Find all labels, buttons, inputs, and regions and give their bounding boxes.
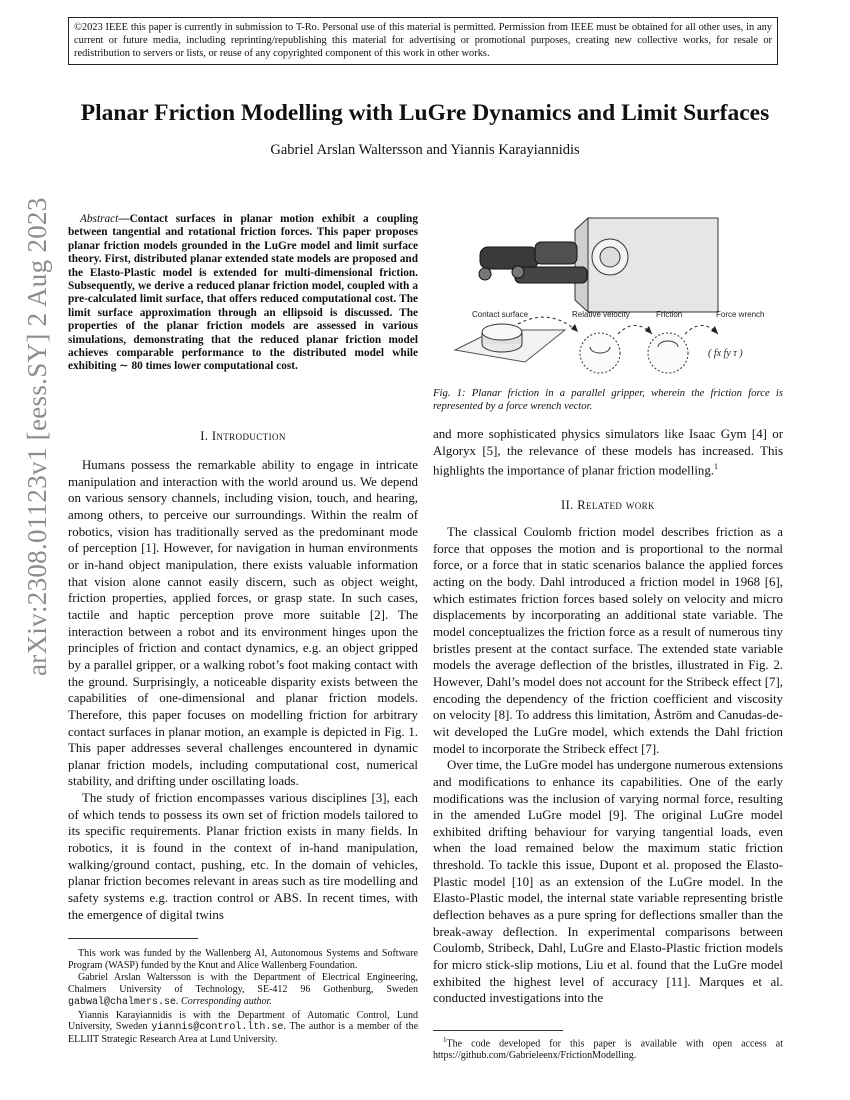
related-paragraph-2: Over time, the LuGre model has undergone numerous extensions and modifications to enhance its capabilities. One of the early modifications was the inclusion of varying normal force, resulting in the amended LuGre model [9]. The original LuGre model exhibited drifting behaviour for varying tangential loads, even when the load remained below the maximum static friction threshold. To tackle this issue, Dupont et al. proposed the Elasto-Plastic model [10] as an extension of the LuGre model. In the Elasto-Plastic model, the internal state variable representing bristle deflection behaves as a pure spring for deflections smaller than the break-away deflection. In experimental comparisons between Coulomb, Stribeck, Dahl, LuGre and Elasto-Plastic friction models for micro stick-slip motions, Liu et al. found that the LuGre model exhibited the highest level of accuracy [11]. Marques et al. conducted investigations into the — [433, 758, 783, 1006]
copyright-notice: ©2023 IEEE this paper is currently in submission to T-Ro. Personal use of this material is permitted. Permission from IEEE must be obtained for all other uses, in any current or future media, including reprinting/republishing this material for advertising or promotional purposes, creating new collective works, for resale or redistribution to servers or lists, or reuse of any copyrighted component of this work in other works. — [68, 17, 778, 65]
intro-paragraph-2-continued: and more sophisticated physics simulators like Isaac Gym [4] or Algoryx [5], the relevance of these models has increased. This highlights the importance of planar friction modelling. — [433, 427, 783, 478]
footnotes-left — [68, 948, 418, 1047]
arxiv-identifier-stamp: arXiv:2308.01123v1 [eess.SY] 2 Aug 2023 — [22, 197, 52, 676]
abstract — [68, 213, 418, 374]
section-heading-introduction: I. Introduction — [200, 429, 286, 443]
friction-sphere — [648, 333, 688, 373]
paper-title: Planar Friction Modelling with LuGre Dynamics and Limit Surfaces — [80, 100, 770, 126]
intro-paragraph-2: The study of friction encompasses various disciplines [3], each of which tends to possess its own set of friction models tailored to its specific requirements. Planar friction exists in many fields. In robotics, it is found in the context of in-hand manipulation, walking/ground contact, pushing, etc. In the domain of vehicles, planar friction becomes relevant in areas such as tire modelling and safety systems e.g. traction control or ABS. In recent times, with the emergence of digital twins — [68, 791, 418, 922]
footnote-rule — [68, 938, 198, 939]
figure-1 — [440, 212, 785, 384]
related-work-section — [433, 497, 783, 1007]
footnote-code-availability: The code developed for this paper is available with open access at https://github.com/Gabrieleenx/FrictionModelling. — [433, 1038, 783, 1062]
label-friction: Friction — [656, 310, 683, 319]
footnote-rule-right — [433, 1030, 563, 1031]
introduction-continued — [433, 426, 783, 479]
footnote-right: $^1$The code developed for this paper is available with open access at https://github.com/Gabrieleenx/FrictionModelling. — [433, 1036, 783, 1062]
introduction-section — [68, 428, 418, 923]
email-author-2: yiannis@control.lth.se — [151, 1022, 284, 1034]
label-contact-surface: Contact surface — [472, 310, 529, 319]
gripper-finger-lower — [515, 267, 587, 283]
footnote-marker: 1 — [714, 462, 719, 472]
abstract-label: Abstract — [80, 213, 119, 225]
abstract-text: —Contact surfaces in planar motion exhibit a coupling between tangential and rotational friction forces. This paper proposes planar friction models grounded in the LuGre model and limit surface theory. First, distributed planar extended state models are proposed and the Elasto-Plastic model is extended for multi-dimensional friction. Subsequently, we derive a reduced planar friction model, coupled with a pre-calculated limit surface, that offers reduced computational cost. The limit surface approximation through an ellipsoid is discussed. The properties of the planar friction models are assessed in various simulations, demonstrating that the reduced planar friction model achieves comparable performance to the distributed model while exhibiting ∼ 80 times lower computational cost. — [68, 213, 418, 373]
label-force-wrench: Force wrench — [716, 310, 765, 319]
robot-arm-upper — [480, 247, 538, 269]
footnote-author-2: Yiannis Karayiannidis is with the Department of Automatic Control, Lund University, Sweden yiannis@control.lth.se. The author is a member of the ELLIIT Strategic Research Area at Lund University. — [68, 1009, 419, 1045]
footnote-author-1: Gabriel Arslan Waltersson is with the Department of Electrical Engineering, Chalmers University of Technology, SE-412 96 Gothenburg, Sweden gabwal@chalmers.se. Corresponding author. — [68, 972, 418, 1008]
footnote-funding: This work was funded by the Wallenberg AI, Autonomous Systems and Software Program (WASP) funded by the Knut and Alice Wallenberg Foundation. — [68, 948, 418, 971]
related-paragraph-1: The classical Coulomb friction model describes friction as a force that opposes the motion and is proportional to the normal force, or a force that in static scenarios balance the applied forces acting on the body. Dahl introduced a friction model in 1968 [6], which estimates friction forces based solely on velocity and micro displacements by incorporating an additional state variable. The model conceptualizes the friction force as a result of numerous tiny bristles present at the contact surface. The extended state variable models the average deflection of the bristles, illustrated in Fig. 2. However, Dahl’s model does not account for the Stribeck effect [7], encoding the dependency of the friction coefficient and viscosity on velocity [8]. To address this limitation, Åström and Canudas-de-wit developed the LuGre model, which extends the Dahl friction model to incorporate the Stribeck effect [7]. — [433, 525, 783, 756]
label-wrench-vector: ( fx fy τ ) — [708, 348, 743, 359]
figure-1-caption: Fig. 1: Planar friction in a parallel gripper, wherein the friction force is represented by a force wrench vector. — [433, 387, 783, 412]
intro-paragraph-1: Humans possess the remarkable ability to engage in intricate manipulation and interaction with the world around us. We depend on various sensory channels, including vision, touch, and hearing, among others, to perceive our surroundings. Within the realm of robotics, vision has traditionally served as the predominant mode of perception [1]. However, for navigation in human environments or in-hand object manipulation, there exists valuable information that vision alone cannot easily discern, such as object weight, friction properties, applied forces, or grasp state. In such cases, tactile and haptic perception prove more suitable [2]. The interaction between a robot and its environment hinges upon the principles of friction and contact dynamics, e.g. an object gripped by a parallel gripper, or a walking robot’s foot making contact with the ground. Surprisingly, a noticeable disparity exists between the capabilities of one-dimensional and planar friction models. Therefore, this paper focuses on modelling friction for arbitrary contact surfaces in planar motion, an example is depicted in Fig. 1. This paper addresses several challenges encountered in dynamic planar friction models, including computational cost, numerical stability, and drifting under oscillating loads. — [68, 458, 418, 789]
label-relative-velocity: Relative velocity — [572, 310, 630, 319]
email-author-1: gabwal@chalmers.se — [68, 996, 177, 1008]
section-heading-related-work: II. Related work — [561, 498, 655, 512]
paper-authors: Gabriel Arslan Waltersson and Yiannis Karayiannidis — [270, 142, 580, 158]
